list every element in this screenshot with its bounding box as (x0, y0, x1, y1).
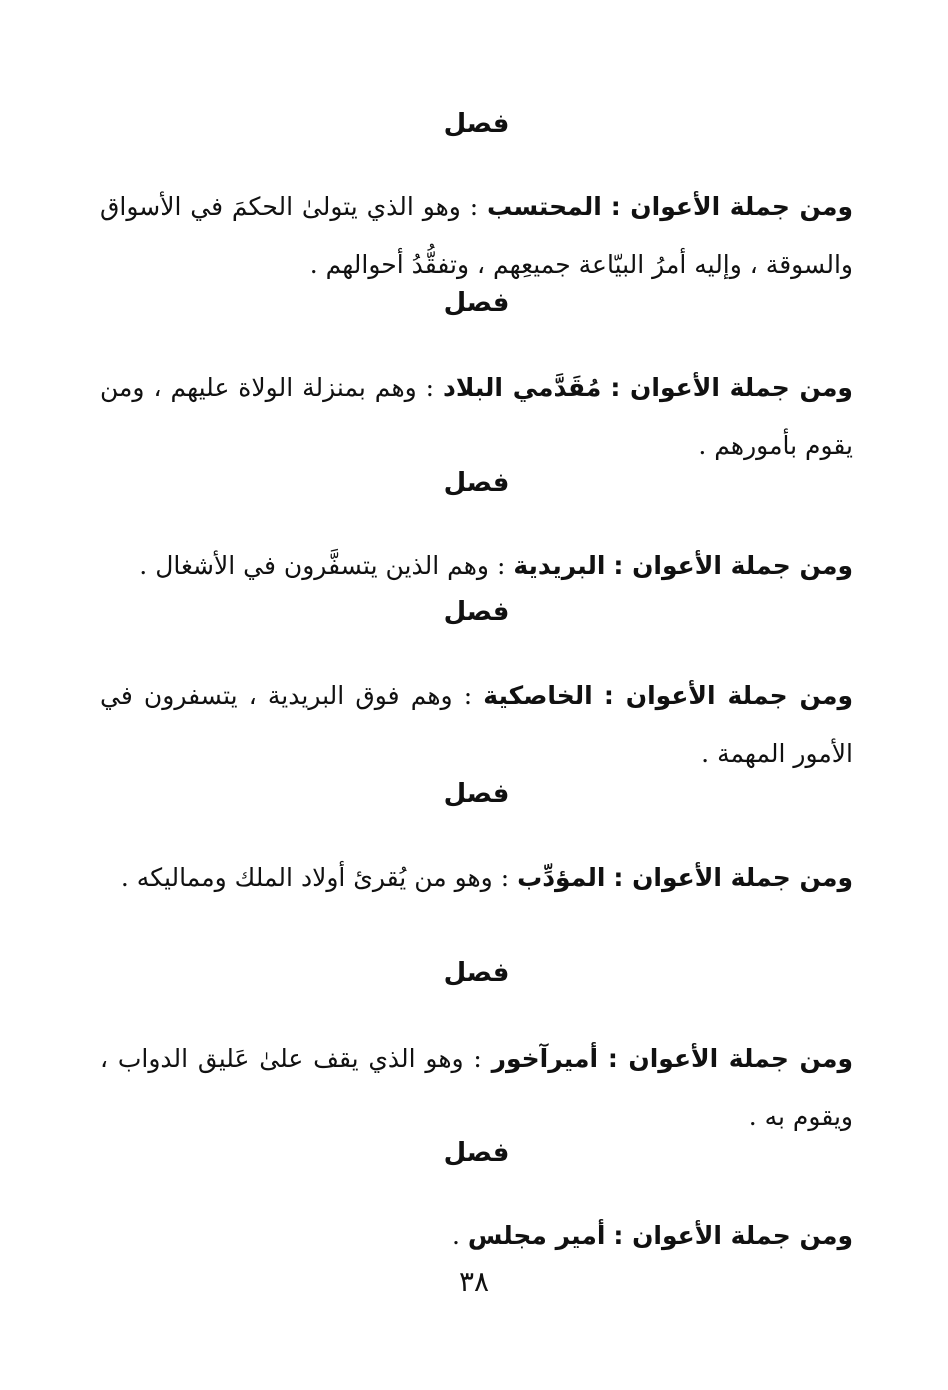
section-heading: فصل (443, 109, 510, 139)
section-heading: فصل (443, 1138, 510, 1168)
paragraph-term: الخاصكية (483, 681, 593, 710)
section-amir-majlis (100, 1133, 853, 1265)
section-paragraph (100, 1030, 853, 1146)
section-heading: فصل (443, 288, 510, 318)
paragraph-term: أميرآخور (491, 1044, 599, 1073)
paragraph-lead: ومن جملة الأعوان : (613, 1221, 853, 1250)
paragraph-text: : وهو الذي يتولىٰ الحكمَ في الأسواق والسوقة ، وإليه أمرُ البيّاعة جميعِهم ، وتفقُّدُ أحوالهم . (100, 192, 853, 279)
section-muaddib (100, 774, 853, 907)
paragraph-term: مُقَدَّمي البلاد (443, 373, 602, 402)
section-baridiya (100, 463, 853, 595)
section-paragraph (100, 537, 853, 595)
paragraph-lead: ومن جملة الأعوان : (607, 1044, 853, 1073)
section-muhtasib (100, 104, 853, 294)
paragraph-term: المؤدِّب (517, 863, 606, 892)
section-muqaddami-al-bilad (100, 283, 853, 475)
section-paragraph (100, 849, 853, 907)
paragraph-term: أمير مجلس (467, 1221, 606, 1250)
paragraph-text: : وهم بمنزلة الولاة عليهم ، ومن يقوم بأمورهم . (100, 373, 853, 460)
paragraph-text: : وهو من يُقرئ أولاد الملك ومماليكه . (120, 863, 510, 892)
page-number: ٣٨ (458, 1265, 490, 1298)
section-heading: فصل (443, 779, 510, 809)
section-paragraph (100, 667, 853, 783)
section-khassakiya (100, 592, 853, 783)
section-heading: فصل (443, 468, 510, 498)
paragraph-lead: ومن جملة الأعوان : (613, 863, 853, 892)
paragraph-text: : وهو الذي يقف علىٰ عَليق الدواب ، ويقوم به . (100, 1044, 853, 1131)
section-paragraph (100, 178, 853, 294)
paragraph-text: . (451, 1221, 460, 1250)
section-heading: فصل (443, 597, 510, 627)
paragraph-lead: ومن جملة الأعوان : (603, 681, 853, 710)
section-paragraph (100, 359, 853, 475)
paragraph-lead: ومن جملة الأعوان : (613, 551, 853, 580)
section-heading: فصل (443, 958, 510, 988)
paragraph-term: البريدية (513, 551, 606, 580)
paragraph-lead: ومن جملة الأعوان : (610, 373, 853, 402)
section-paragraph (100, 1207, 853, 1265)
section-amir-akhur (100, 953, 853, 1146)
paragraph-text: : وهم فوق البريدية ، يتسفرون في الأمور المهمة . (100, 681, 853, 768)
paragraph-text: : وهم الذين يتسفَّرون في الأشغال . (139, 551, 506, 580)
paragraph-term: المحتسب (487, 192, 602, 221)
paragraph-lead: ومن جملة الأعوان : (610, 192, 854, 221)
